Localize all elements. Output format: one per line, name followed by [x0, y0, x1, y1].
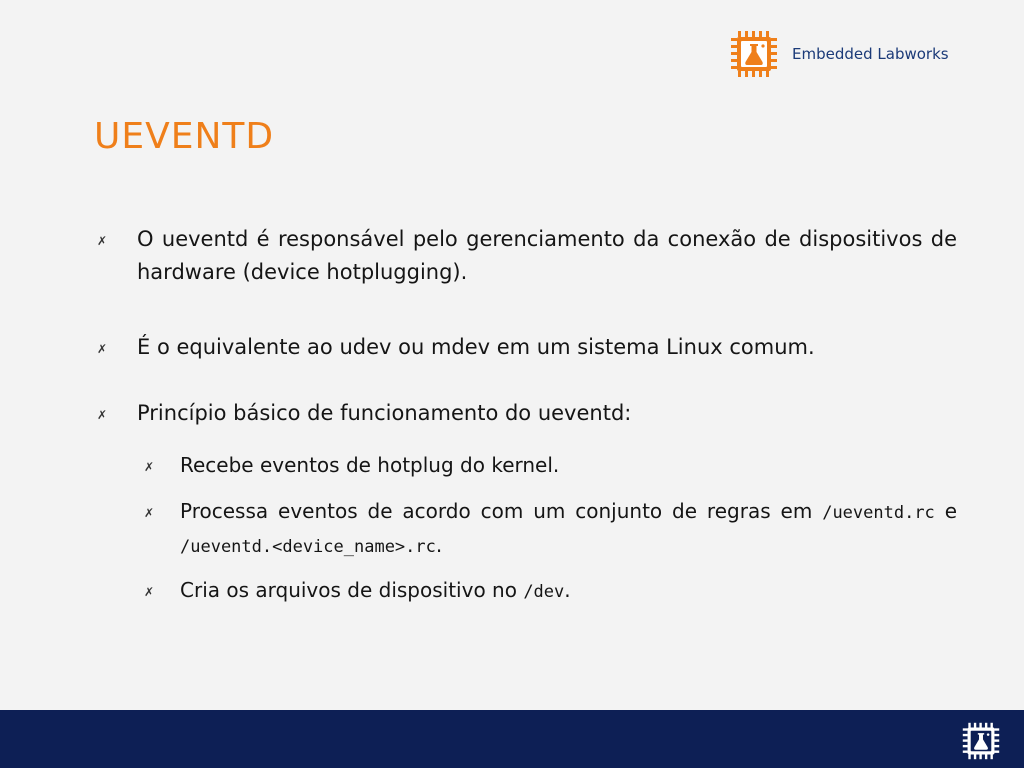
bullet-item: [97, 397, 957, 430]
bullet-item: [97, 331, 957, 364]
cross-bullet-icon: ✗: [144, 585, 155, 599]
sub-bullet-punct: .: [564, 578, 571, 602]
bullet-text: Princípio básico de funcionamento do ueventd:: [137, 401, 632, 425]
chip-flask-icon: [962, 722, 1000, 760]
sub-bullet-item: [144, 574, 957, 608]
cross-bullet-icon: ✗: [144, 506, 155, 520]
brand-name: Embedded Labworks: [792, 45, 949, 63]
cross-bullet-icon: ✗: [97, 234, 108, 248]
cross-bullet-icon: ✗: [97, 408, 108, 422]
cross-bullet-icon: ✗: [144, 460, 155, 474]
bullet-item: [97, 223, 957, 289]
sub-bullet-text: Processa eventos de acordo com um conjunto de regras em: [180, 499, 813, 523]
page-title: UEVENTD: [94, 116, 275, 157]
sub-bullet-item: [144, 449, 957, 481]
code-path: /ueventd.rc: [822, 503, 935, 523]
footer-bar: [0, 710, 1024, 768]
bullet-text: É o equivalente ao udev ou mdev em um sistema Linux comum.: [137, 335, 815, 359]
code-path: /ueventd.<device_name>.rc: [180, 537, 436, 557]
sub-bullet-text: Cria os arquivos de dispositivo no: [180, 578, 517, 602]
code-path: /dev: [523, 582, 565, 602]
sub-bullet-joiner: e: [944, 499, 958, 523]
cross-bullet-icon: ✗: [97, 342, 108, 356]
sub-bullet-item: [144, 495, 958, 563]
sub-bullet-text: Recebe eventos de hotplug do kernel.: [180, 453, 560, 477]
bullet-text: O ueventd é responsável pelo gerenciamento da conexão de dispositivos de hardware (device hotplugging).: [137, 227, 957, 284]
sub-bullet-punct: .: [435, 533, 443, 557]
